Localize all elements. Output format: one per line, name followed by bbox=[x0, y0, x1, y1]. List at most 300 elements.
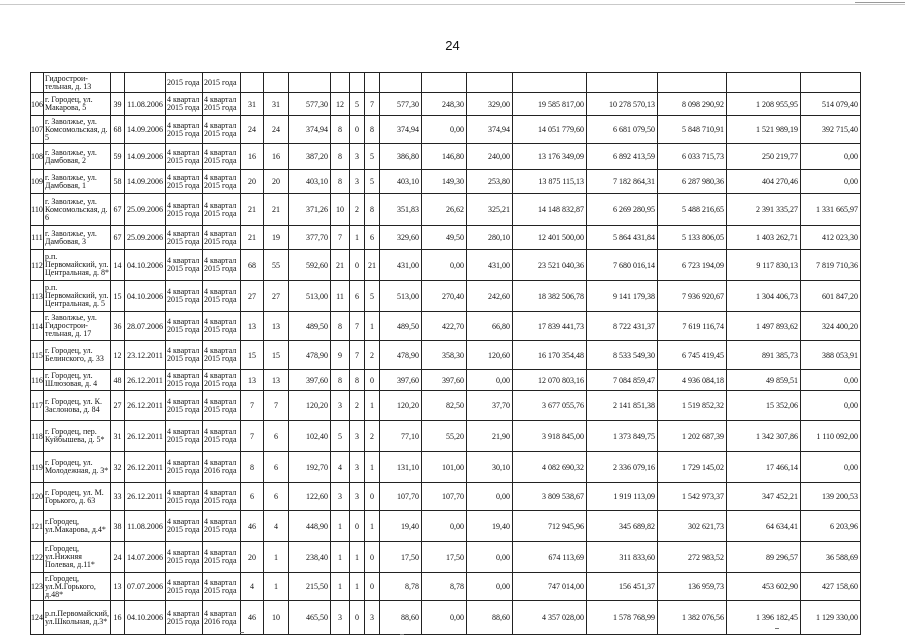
top-rule-right bbox=[855, 2, 905, 3]
cell-fund-federal: 1 373 849,75 bbox=[587, 421, 658, 452]
cell-rooms-private: 1 bbox=[365, 312, 380, 341]
cell-rooms-private: 1 bbox=[365, 452, 380, 483]
cell-address: г. Городец, ул. Молодежная, д. 3* bbox=[44, 452, 111, 483]
cell-rooms-private: 8 bbox=[365, 194, 380, 226]
cell-address: р.п.Первомайский, ул.Школьная, д.3* bbox=[44, 601, 111, 635]
cell-rooms-municipal: 5 bbox=[350, 93, 365, 116]
cell-row-number: 115 bbox=[31, 341, 44, 370]
cell-residents-total: 8 bbox=[241, 452, 264, 483]
cell-fund-federal: 9 141 179,38 bbox=[587, 281, 658, 312]
cell-area-total: 102,40 bbox=[289, 421, 331, 452]
cell-house-count: 67 bbox=[111, 194, 125, 226]
cell-address: р.п. Первомайский, ул. Центральная, д. 8* bbox=[44, 250, 111, 281]
cell-fund-regional: 1 729 145,02 bbox=[658, 452, 727, 483]
cell-rooms-total: 10 bbox=[331, 194, 350, 226]
cell-row-number: 122 bbox=[31, 542, 44, 573]
cell-address: г. Городец, ул. Макарова, 5 bbox=[44, 93, 111, 116]
cell-empty bbox=[513, 73, 587, 93]
cell-area-resettled: 403,10 bbox=[380, 170, 422, 194]
cell-quarter-planned: 4 квартал 2015 года bbox=[166, 542, 203, 573]
cell-area-resettled: 17,50 bbox=[380, 542, 422, 573]
cell-fund-federal: 1 919 113,09 bbox=[587, 483, 658, 511]
cell-area-total: 371,26 bbox=[289, 194, 331, 226]
cell-fund-local: 49 859,51 bbox=[727, 370, 801, 391]
cell-recognition-date: 25.09.2006 bbox=[125, 226, 166, 250]
cell-row-number: 114 bbox=[31, 312, 44, 341]
table-row bbox=[31, 421, 861, 452]
cell-area-total: 374,94 bbox=[289, 116, 331, 144]
cell-recognition-date: 25.09.2006 bbox=[125, 194, 166, 226]
cell-rooms-total: 3 bbox=[331, 483, 350, 511]
cell-area-private: 66,80 bbox=[467, 312, 513, 341]
cell-area-total: 489,50 bbox=[289, 312, 331, 341]
cell-rooms-private: 6 bbox=[365, 226, 380, 250]
cell-rooms-municipal: 7 bbox=[350, 312, 365, 341]
cell-area-resettled: 131,10 bbox=[380, 452, 422, 483]
cell-rooms-private: 5 bbox=[365, 170, 380, 194]
page-number: 24 bbox=[445, 38, 460, 53]
cell-quarter-planned: 4 квартал 2015 года bbox=[166, 226, 203, 250]
cell-fund-local: 1 304 406,73 bbox=[727, 281, 801, 312]
cell-address: г. Заволжье, ул. Дамбовая, 2 bbox=[44, 144, 111, 170]
top-rule bbox=[0, 4, 905, 5]
cell-area-total: 478,90 bbox=[289, 341, 331, 370]
cell-rooms-total: 8 bbox=[331, 144, 350, 170]
cell-fund-regional: 136 959,73 bbox=[658, 573, 727, 601]
cell-fund-federal: 10 278 570,13 bbox=[587, 93, 658, 116]
cell-fund-local: 9 117 830,13 bbox=[727, 250, 801, 281]
cell-area-private: 88,60 bbox=[467, 601, 513, 635]
cell-fund-other: 388 053,91 bbox=[801, 341, 861, 370]
cell-fund-other: 514 079,40 bbox=[801, 93, 861, 116]
scan-mark bbox=[775, 628, 779, 629]
cell-area-private: 329,00 bbox=[467, 93, 513, 116]
cell-residents-resettled: 16 bbox=[264, 144, 289, 170]
cell-empty bbox=[380, 73, 422, 93]
cell-area-total: 387,20 bbox=[289, 144, 331, 170]
cell-rooms-municipal: 7 bbox=[350, 341, 365, 370]
cell-area-resettled: 386,80 bbox=[380, 144, 422, 170]
cell-cost-total: 17 839 441,73 bbox=[513, 312, 587, 341]
cell-rooms-total: 8 bbox=[331, 116, 350, 144]
cell-recognition-date: 04.10.2006 bbox=[125, 601, 166, 635]
cell-quarter-planned: 4 квартал 2015 года bbox=[166, 511, 203, 542]
cell-fund-other: 7 819 710,36 bbox=[801, 250, 861, 281]
cell-house-count: 24 bbox=[111, 542, 125, 573]
cell-residents-resettled: 15 bbox=[264, 341, 289, 370]
cell-area-municipal: 55,20 bbox=[422, 421, 467, 452]
cell-cost-total: 747 014,00 bbox=[513, 573, 587, 601]
cell-area-total: 122,60 bbox=[289, 483, 331, 511]
cell-rooms-municipal: 3 bbox=[350, 170, 365, 194]
cell-area-private: 242,60 bbox=[467, 281, 513, 312]
cell-rooms-total: 8 bbox=[331, 312, 350, 341]
table-body bbox=[31, 73, 861, 635]
cell-rooms-municipal: 2 bbox=[350, 391, 365, 421]
scan-mark bbox=[400, 634, 404, 635]
cell-area-municipal: 0,00 bbox=[422, 511, 467, 542]
cell-quarter-planned: 4 квартал 2015 года bbox=[166, 601, 203, 635]
cell-fund-regional: 4 936 084,18 bbox=[658, 370, 727, 391]
table-row-partial bbox=[31, 73, 861, 93]
cell-fund-regional: 1 519 852,32 bbox=[658, 391, 727, 421]
cell-rooms-private: 5 bbox=[365, 281, 380, 312]
cell-quarter-actual: 4 квартал 2015 года bbox=[203, 281, 241, 312]
cell-rooms-municipal: 0 bbox=[350, 250, 365, 281]
cell-cost-total: 18 382 506,78 bbox=[513, 281, 587, 312]
cell-area-resettled: 431,00 bbox=[380, 250, 422, 281]
cell-rooms-total: 7 bbox=[331, 226, 350, 250]
cell-quarter-actual: 2015 года bbox=[203, 73, 241, 93]
cell-rooms-municipal: 8 bbox=[350, 370, 365, 391]
cell-fund-federal: 311 833,60 bbox=[587, 542, 658, 573]
cell-residents-resettled: 55 bbox=[264, 250, 289, 281]
table-row bbox=[31, 116, 861, 144]
cell-fund-federal: 7 680 016,14 bbox=[587, 250, 658, 281]
cell-rooms-municipal: 3 bbox=[350, 421, 365, 452]
cell-area-municipal: 358,30 bbox=[422, 341, 467, 370]
cell-quarter-planned: 2015 года bbox=[166, 73, 203, 93]
cell-fund-federal: 5 864 431,84 bbox=[587, 226, 658, 250]
table-row bbox=[31, 511, 861, 542]
cell-area-private: 0,00 bbox=[467, 370, 513, 391]
cell-area-private: 374,94 bbox=[467, 116, 513, 144]
cell-residents-total: 16 bbox=[241, 144, 264, 170]
cell-residents-resettled: 7 bbox=[264, 391, 289, 421]
resettlement-register-table bbox=[30, 72, 861, 635]
cell-recognition-date: 14.09.2006 bbox=[125, 144, 166, 170]
cell-quarter-planned: 4 квартал 2015 года bbox=[166, 483, 203, 511]
cell-recognition-date: 23.12.2011 bbox=[125, 341, 166, 370]
cell-rooms-total: 12 bbox=[331, 93, 350, 116]
cell-residents-total: 7 bbox=[241, 421, 264, 452]
cell-address: г.Городец, ул.М.Горького, д.48* bbox=[44, 573, 111, 601]
cell-area-resettled: 513,00 bbox=[380, 281, 422, 312]
cell-residents-resettled: 1 bbox=[264, 542, 289, 573]
cell-area-resettled: 577,30 bbox=[380, 93, 422, 116]
cell-row-number: 109 bbox=[31, 170, 44, 194]
cell-fund-regional: 8 098 290,92 bbox=[658, 93, 727, 116]
cell-empty bbox=[241, 73, 264, 93]
cell-recognition-date: 14.09.2006 bbox=[125, 116, 166, 144]
cell-house-count: 67 bbox=[111, 226, 125, 250]
table-row bbox=[31, 341, 861, 370]
cell-residents-total: 46 bbox=[241, 601, 264, 635]
cell-area-total: 403,10 bbox=[289, 170, 331, 194]
cell-rooms-private: 7 bbox=[365, 93, 380, 116]
cell-row-number: 124 bbox=[31, 601, 44, 635]
cell-area-total: 592,60 bbox=[289, 250, 331, 281]
cell-row-number: 117 bbox=[31, 391, 44, 421]
cell-area-private: 280,10 bbox=[467, 226, 513, 250]
cell-cost-total: 3 918 845,00 bbox=[513, 421, 587, 452]
cell-cost-total: 4 082 690,32 bbox=[513, 452, 587, 483]
cell-rooms-total: 11 bbox=[331, 281, 350, 312]
cell-quarter-planned: 4 квартал 2015 года bbox=[166, 194, 203, 226]
cell-empty bbox=[467, 73, 513, 93]
cell-area-resettled: 478,90 bbox=[380, 341, 422, 370]
cell-rooms-private: 2 bbox=[365, 341, 380, 370]
cell-empty bbox=[125, 73, 166, 93]
table-row bbox=[31, 93, 861, 116]
cell-fund-other: 36 588,69 bbox=[801, 542, 861, 573]
cell-rooms-private: 0 bbox=[365, 370, 380, 391]
cell-fund-regional: 5 133 806,05 bbox=[658, 226, 727, 250]
table-row bbox=[31, 573, 861, 601]
cell-quarter-actual: 4 квартал 2015 года bbox=[203, 370, 241, 391]
cell-cost-total: 19 585 817,00 bbox=[513, 93, 587, 116]
cell-fund-regional: 6 287 980,36 bbox=[658, 170, 727, 194]
cell-rooms-total: 5 bbox=[331, 421, 350, 452]
cell-empty bbox=[422, 73, 467, 93]
cell-residents-total: 20 bbox=[241, 542, 264, 573]
cell-quarter-planned: 4 квартал 2015 года bbox=[166, 116, 203, 144]
cell-address: г.Городец, ул.Нижняя Полевая, д.11* bbox=[44, 542, 111, 573]
cell-row-number: 120 bbox=[31, 483, 44, 511]
cell-quarter-actual: 4 квартал 2015 года bbox=[203, 116, 241, 144]
table-row bbox=[31, 281, 861, 312]
cell-recognition-date: 11.08.2006 bbox=[125, 511, 166, 542]
cell-area-municipal: 0,00 bbox=[422, 601, 467, 635]
cell-area-private: 325,21 bbox=[467, 194, 513, 226]
cell-recognition-date: 26.12.2011 bbox=[125, 483, 166, 511]
cell-area-total: 448,90 bbox=[289, 511, 331, 542]
cell-fund-federal: 1 578 768,99 bbox=[587, 601, 658, 635]
cell-quarter-planned: 4 квартал 2015 года bbox=[166, 573, 203, 601]
cell-empty bbox=[264, 73, 289, 93]
cell-fund-local: 1 521 989,19 bbox=[727, 116, 801, 144]
cell-cost-total: 3 677 055,76 bbox=[513, 391, 587, 421]
cell-fund-federal: 8 722 431,37 bbox=[587, 312, 658, 341]
cell-quarter-actual: 4 квартал 2016 года bbox=[203, 452, 241, 483]
cell-rooms-municipal: 0 bbox=[350, 511, 365, 542]
cell-fund-federal: 6 681 079,50 bbox=[587, 116, 658, 144]
table-row bbox=[31, 226, 861, 250]
cell-area-municipal: 101,00 bbox=[422, 452, 467, 483]
cell-quarter-actual: 4 квартал 2015 года bbox=[203, 391, 241, 421]
cell-quarter-planned: 4 квартал 2015 года bbox=[166, 370, 203, 391]
cell-house-count: 39 bbox=[111, 93, 125, 116]
cell-quarter-actual: 4 квартал 2015 года bbox=[203, 312, 241, 341]
cell-recognition-date: 11.08.2006 bbox=[125, 93, 166, 116]
cell-fund-local: 17 466,14 bbox=[727, 452, 801, 483]
scan-mark bbox=[240, 632, 244, 633]
cell-area-municipal: 248,30 bbox=[422, 93, 467, 116]
cell-area-private: 21,90 bbox=[467, 421, 513, 452]
cell-house-count: 31 bbox=[111, 421, 125, 452]
cell-house-count: 16 bbox=[111, 601, 125, 635]
cell-row-number: 116 bbox=[31, 370, 44, 391]
cell-rooms-total: 3 bbox=[331, 391, 350, 421]
cell-residents-resettled: 10 bbox=[264, 601, 289, 635]
cell-fund-federal: 156 451,37 bbox=[587, 573, 658, 601]
cell-residents-resettled: 31 bbox=[264, 93, 289, 116]
cell-address: г. Заволжье, ул. Комсомольская, д. 6 bbox=[44, 194, 111, 226]
cell-rooms-private: 1 bbox=[365, 511, 380, 542]
cell-house-count: 68 bbox=[111, 116, 125, 144]
cell-fund-federal: 6 892 413,59 bbox=[587, 144, 658, 170]
cell-row-number: 112 bbox=[31, 250, 44, 281]
cell-quarter-planned: 4 квартал 2015 года bbox=[166, 312, 203, 341]
cell-area-resettled: 489,50 bbox=[380, 312, 422, 341]
cell-rooms-municipal: 1 bbox=[350, 573, 365, 601]
cell-rooms-private: 3 bbox=[365, 601, 380, 635]
cell-fund-regional: 6 723 194,09 bbox=[658, 250, 727, 281]
cell-area-private: 37,70 bbox=[467, 391, 513, 421]
cell-row-number: 110 bbox=[31, 194, 44, 226]
cell-quarter-actual: 4 квартал 2015 года bbox=[203, 194, 241, 226]
cell-area-private: 30,10 bbox=[467, 452, 513, 483]
cell-area-private: 120,60 bbox=[467, 341, 513, 370]
table-row bbox=[31, 312, 861, 341]
cell-fund-federal: 7 084 859,47 bbox=[587, 370, 658, 391]
cell-quarter-planned: 4 квартал 2015 года bbox=[166, 421, 203, 452]
cell-area-resettled: 329,60 bbox=[380, 226, 422, 250]
cell-area-municipal: 107,70 bbox=[422, 483, 467, 511]
cell-residents-total: 6 bbox=[241, 483, 264, 511]
cell-quarter-planned: 4 квартал 2015 года bbox=[166, 341, 203, 370]
cell-empty bbox=[658, 73, 727, 93]
cell-fund-regional: 5 848 710,91 bbox=[658, 116, 727, 144]
cell-row-number: 121 bbox=[31, 511, 44, 542]
cell-fund-local: 404 270,46 bbox=[727, 170, 801, 194]
cell-area-municipal: 270,40 bbox=[422, 281, 467, 312]
table-row bbox=[31, 170, 861, 194]
cell-quarter-planned: 4 квартал 2015 года bbox=[166, 391, 203, 421]
cell-residents-total: 20 bbox=[241, 170, 264, 194]
cell-empty bbox=[365, 73, 380, 93]
cell-address: г. Городец, пер. Куйбышева, д. 5* bbox=[44, 421, 111, 452]
cell-empty bbox=[350, 73, 365, 93]
cell-recognition-date: 26.12.2011 bbox=[125, 391, 166, 421]
cell-recognition-date: 07.07.2006 bbox=[125, 573, 166, 601]
cell-area-resettled: 8,78 bbox=[380, 573, 422, 601]
cell-fund-local: 347 452,21 bbox=[727, 483, 801, 511]
cell-residents-total: 31 bbox=[241, 93, 264, 116]
cell-fund-federal: 2 336 079,16 bbox=[587, 452, 658, 483]
cell-fund-local: 1 396 182,45 bbox=[727, 601, 801, 635]
cell-rooms-municipal: 0 bbox=[350, 601, 365, 635]
cell-fund-other: 1 110 092,00 bbox=[801, 421, 861, 452]
cell-residents-total: 46 bbox=[241, 511, 264, 542]
cell-cost-total: 14 051 779,60 bbox=[513, 116, 587, 144]
cell-fund-regional: 7 936 920,67 bbox=[658, 281, 727, 312]
cell-area-private: 253,80 bbox=[467, 170, 513, 194]
cell-fund-other: 0,00 bbox=[801, 144, 861, 170]
cell-residents-resettled: 13 bbox=[264, 312, 289, 341]
cell-fund-other: 324 400,20 bbox=[801, 312, 861, 341]
cell-fund-local: 64 634,41 bbox=[727, 511, 801, 542]
cell-fund-local: 250 219,77 bbox=[727, 144, 801, 170]
cell-fund-regional: 7 619 116,74 bbox=[658, 312, 727, 341]
cell-residents-total: 21 bbox=[241, 226, 264, 250]
cell-quarter-planned: 4 квартал 2015 года bbox=[166, 452, 203, 483]
cell-residents-total: 21 bbox=[241, 194, 264, 226]
cell-row-number bbox=[31, 73, 44, 93]
cell-residents-total: 13 bbox=[241, 312, 264, 341]
cell-cost-total: 4 357 028,00 bbox=[513, 601, 587, 635]
cell-rooms-total: 21 bbox=[331, 250, 350, 281]
cell-quarter-actual: 4 квартал 2015 года bbox=[203, 483, 241, 511]
cell-quarter-planned: 4 квартал 2015 года bbox=[166, 250, 203, 281]
cell-area-municipal: 422,70 bbox=[422, 312, 467, 341]
cell-rooms-municipal: 6 bbox=[350, 281, 365, 312]
cell-house-count: 27 bbox=[111, 391, 125, 421]
table-row bbox=[31, 194, 861, 226]
cell-rooms-total: 3 bbox=[331, 601, 350, 635]
cell-house-count: 12 bbox=[111, 341, 125, 370]
cell-recognition-date: 14.07.2006 bbox=[125, 542, 166, 573]
cell-area-resettled: 351,83 bbox=[380, 194, 422, 226]
cell-residents-total: 68 bbox=[241, 250, 264, 281]
cell-row-number: 113 bbox=[31, 281, 44, 312]
cell-fund-local: 1 497 893,62 bbox=[727, 312, 801, 341]
cell-rooms-municipal: 1 bbox=[350, 226, 365, 250]
cell-quarter-actual: 4 квартал 2016 года bbox=[203, 601, 241, 635]
cell-area-resettled: 374,94 bbox=[380, 116, 422, 144]
cell-recognition-date: 14.09.2006 bbox=[125, 170, 166, 194]
cell-empty bbox=[727, 73, 801, 93]
cell-quarter-actual: 4 квартал 2015 года bbox=[203, 542, 241, 573]
cell-rooms-private: 8 bbox=[365, 116, 380, 144]
cell-fund-other: 392 715,40 bbox=[801, 116, 861, 144]
cell-cost-total: 14 148 832,87 bbox=[513, 194, 587, 226]
cell-recognition-date: 28.07.2006 bbox=[125, 312, 166, 341]
cell-fund-other: 1 331 665,97 bbox=[801, 194, 861, 226]
cell-area-resettled: 107,70 bbox=[380, 483, 422, 511]
cell-row-number: 108 bbox=[31, 144, 44, 170]
cell-house-count: 15 bbox=[111, 281, 125, 312]
cell-house-count: 59 bbox=[111, 144, 125, 170]
cell-area-municipal: 82,50 bbox=[422, 391, 467, 421]
cell-quarter-planned: 4 квартал 2015 года bbox=[166, 170, 203, 194]
cell-area-total: 577,30 bbox=[289, 93, 331, 116]
cell-rooms-private: 21 bbox=[365, 250, 380, 281]
cell-area-municipal: 0,00 bbox=[422, 250, 467, 281]
cell-empty bbox=[801, 73, 861, 93]
cell-residents-resettled: 1 bbox=[264, 573, 289, 601]
cell-rooms-municipal: 3 bbox=[350, 452, 365, 483]
cell-house-count: 58 bbox=[111, 170, 125, 194]
cell-area-municipal: 0,00 bbox=[422, 116, 467, 144]
cell-area-private: 431,00 bbox=[467, 250, 513, 281]
cell-rooms-municipal: 2 bbox=[350, 194, 365, 226]
cell-fund-federal: 8 533 549,30 bbox=[587, 341, 658, 370]
cell-address: г. Городец, ул. М. Горького, д. 63 bbox=[44, 483, 111, 511]
cell-cost-total: 674 113,69 bbox=[513, 542, 587, 573]
cell-quarter-actual: 4 квартал 2015 года bbox=[203, 226, 241, 250]
cell-fund-other: 0,00 bbox=[801, 170, 861, 194]
table-row bbox=[31, 144, 861, 170]
cell-fund-regional: 6 745 419,45 bbox=[658, 341, 727, 370]
cell-residents-total: 4 bbox=[241, 573, 264, 601]
cell-house-count: 48 bbox=[111, 370, 125, 391]
cell-house-count: 38 bbox=[111, 511, 125, 542]
cell-rooms-total: 4 bbox=[331, 452, 350, 483]
cell-area-private: 0,00 bbox=[467, 542, 513, 573]
cell-row-number: 118 bbox=[31, 421, 44, 452]
cell-rooms-total: 1 bbox=[331, 511, 350, 542]
cell-empty bbox=[587, 73, 658, 93]
cell-fund-other: 0,00 bbox=[801, 370, 861, 391]
cell-rooms-private: 0 bbox=[365, 573, 380, 601]
cell-fund-local: 1 342 307,86 bbox=[727, 421, 801, 452]
cell-residents-total: 7 bbox=[241, 391, 264, 421]
cell-address: г. Заволжье, ул. Комсомольская, д. 5 bbox=[44, 116, 111, 144]
cell-residents-resettled: 6 bbox=[264, 421, 289, 452]
cell-fund-other: 6 203,96 bbox=[801, 511, 861, 542]
cell-row-number: 123 bbox=[31, 573, 44, 601]
